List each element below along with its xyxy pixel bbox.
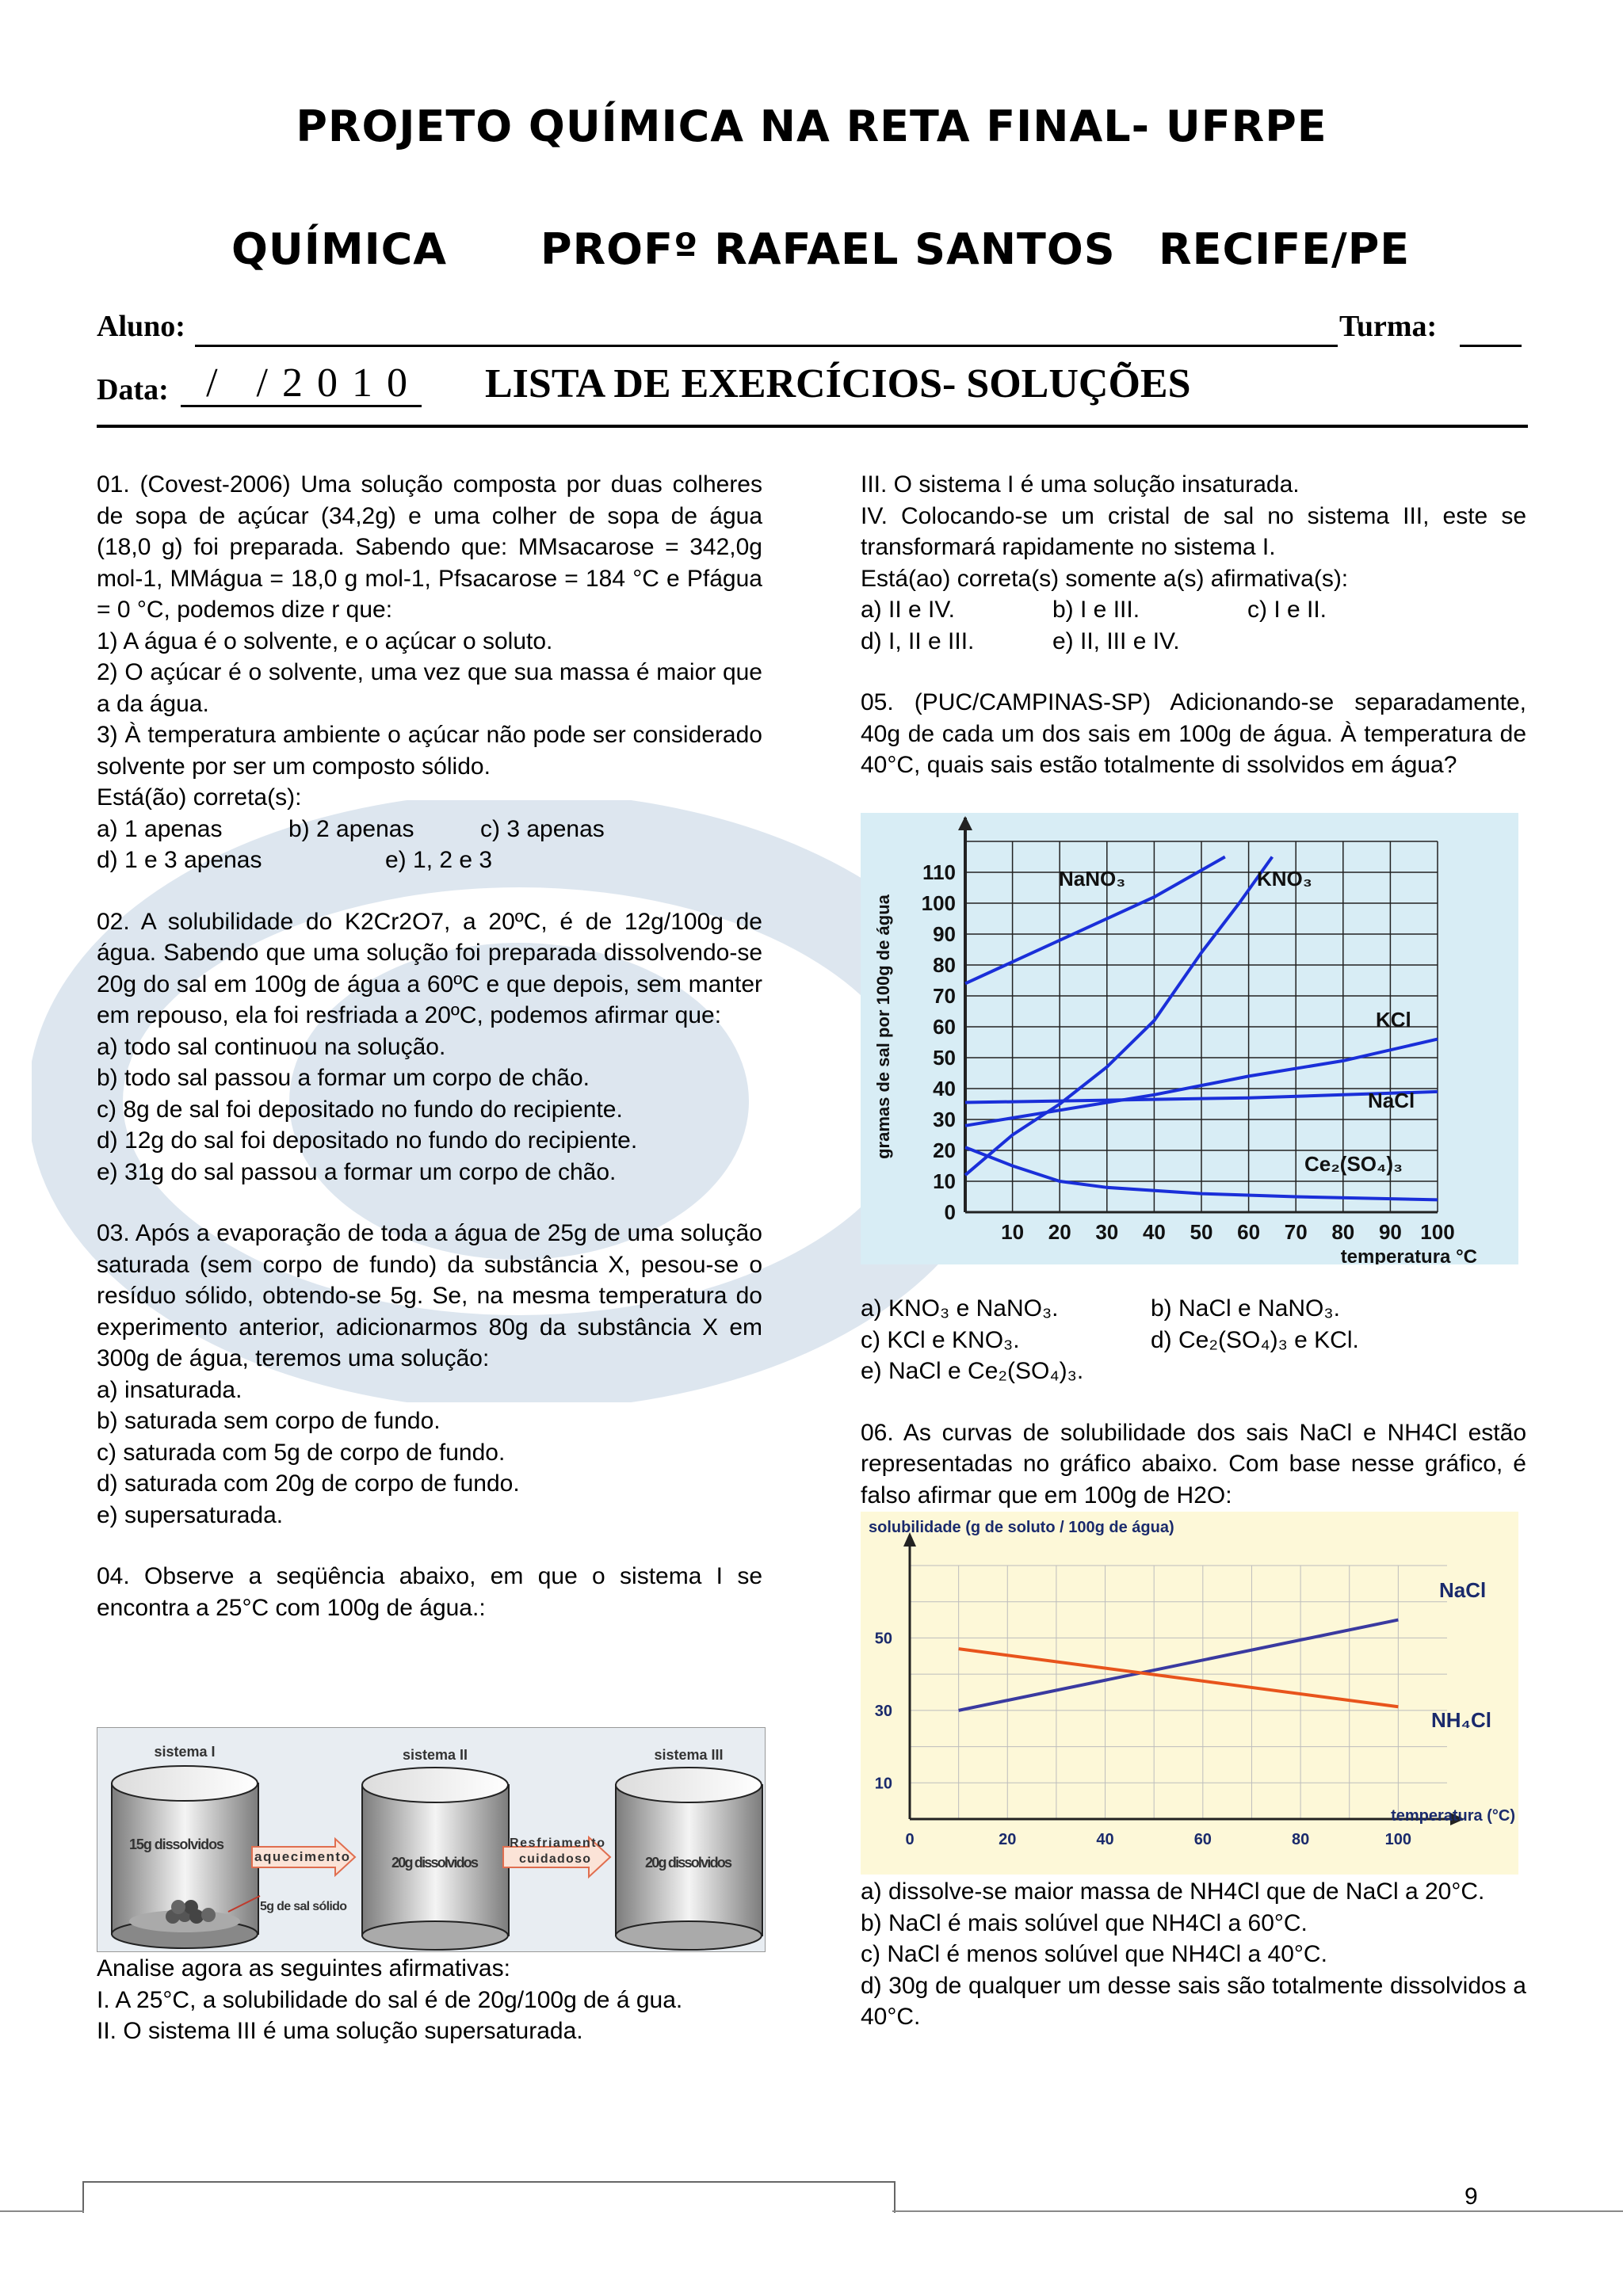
q02-option-a[interactable]: a) todo sal continuou na solução. (97, 1033, 446, 1060)
q03-option-a[interactable]: a) insaturada. (97, 1376, 242, 1403)
q01-option-e[interactable]: e) 1, 2 e 3 (385, 847, 493, 873)
x-tick-label: 40 (1096, 1831, 1114, 1848)
student-field[interactable] (97, 309, 1523, 349)
series-label: NH₄Cl (1431, 1708, 1491, 1732)
x-tick-label: 20 (1048, 1220, 1071, 1244)
q04-options-row2 (861, 626, 1526, 658)
subject-label: QUÍMICA (231, 224, 448, 274)
q01-prompt: Está(ão) correta(s): (97, 784, 302, 810)
x-tick-label: 70 (1284, 1220, 1308, 1244)
q04-continued (97, 1953, 762, 2047)
sys1-label: sistema I (154, 1744, 216, 1760)
question-03 (97, 1218, 762, 1531)
series-label: NaCl (1368, 1089, 1415, 1112)
right-column-top (861, 469, 1526, 781)
left-column (97, 469, 762, 1623)
q06-option-c[interactable]: c) NaCl é menos solúvel que NH4Cl a 40°C. (861, 1941, 1327, 1967)
q05-option-b[interactable]: b) NaCl e NaNO₃. (1151, 1295, 1340, 1322)
series-line (965, 857, 1272, 1176)
y-tick-label: 90 (933, 922, 956, 946)
q04-item-II: II. O sistema III é uma solução supersaturada. (97, 2018, 583, 2044)
q05-option-c[interactable]: c) KCl e KNO₃. (861, 1326, 1020, 1353)
q03-stem: 03. Após a evaporação de toda a água de 25g de uma solução saturada (sem corpo de fundo) da substância X, pesou-se o resíduo sólido, obtendo-se 5g. Se, na mesma temperatura do experimento anterior, adicionarmos 80g da substância X em 300g de água, teremos uma solução: (97, 1220, 762, 1371)
q01-option-b[interactable]: b) 2 apenas (288, 815, 414, 842)
q05-option-e[interactable]: e) NaCl e Ce₂(SO₄)₃. (861, 1358, 1084, 1384)
q04-prompt: Está(ao) correta(s) somente a(s) afirmativa(s): (861, 565, 1349, 592)
header-divider (97, 425, 1528, 428)
city-label: RECIFE/PE (1159, 224, 1411, 274)
x-tick-label: 40 (1142, 1220, 1166, 1244)
x-tick-label: 60 (1237, 1220, 1261, 1244)
q06-chart (861, 1512, 1518, 1875)
sys3-label: sistema III (654, 1747, 724, 1763)
q06-stem: 06. As curvas de solubilidade dos sais NaCl e NH4Cl estão representadas no gráfico abaixo. Com base nesse gráfico, é falso afirmar que em 100g de H2O: (861, 1419, 1526, 1508)
list-title: LISTA DE EXERCÍCIOS- SOLUÇÕES (485, 361, 1191, 406)
beakers-diagram (97, 1728, 765, 1951)
cooling-label-2: cuidadoso (519, 1852, 590, 1866)
footer-line-right (892, 2210, 1623, 2212)
q04-option-b[interactable]: b) I e III. (1052, 597, 1140, 623)
x-tick-label: 100 (1384, 1831, 1412, 1848)
question-01 (97, 469, 762, 876)
chart-title: solubilidade (g de soluto / 100g de água) (869, 1519, 1174, 1536)
y-tick-label: 40 (933, 1077, 956, 1100)
y-tick-label: 60 (933, 1015, 956, 1039)
q01-options-row2 (97, 845, 762, 876)
date-value[interactable]: / /2010 (181, 360, 423, 407)
student-line (195, 345, 1338, 347)
q05-options (861, 1293, 1526, 1511)
q01-item-1: 1) A água é o solvente, e o açúcar o soluto. (97, 627, 553, 654)
q01-item-2: 2) O açúcar é o solvente, uma vez que sua massa é maior que a da água. (97, 659, 762, 717)
series-label: KCl (1376, 1008, 1411, 1032)
y-tick-label: 30 (874, 1702, 892, 1720)
y-tick-label: 50 (874, 1630, 892, 1648)
y-tick-label: 20 (933, 1138, 956, 1162)
q01-stem: 01. (Covest-2006) Uma solução composta por duas colheres de sopa de açúcar (34,2g) e uma colher de sopa de água (18,0 g) foi preparada. Sabendo que: MMsacarose = 342,0g mol-1, MMágua = 18,0 g mol-1, Pfsacarose = 184 °C e Pfágua = 0 °C, podemos dize r que: (97, 471, 762, 623)
y-tick-label: 80 (933, 953, 956, 977)
x-tick-label: 80 (1291, 1831, 1310, 1848)
q04-item-I: I. A 25°C, a solubilidade do sal é de 20g/100g de á gua. (97, 1986, 683, 2013)
page-number: 9 (1465, 2183, 1478, 2210)
q02-option-b[interactable]: b) todo sal passou a formar um corpo de chão. (97, 1065, 590, 1091)
x-tick-label: 100 (1420, 1220, 1455, 1244)
heating-label: aquecimento (254, 1849, 349, 1864)
y-tick-label: 30 (933, 1108, 956, 1131)
y-tick-label: 50 (933, 1046, 956, 1070)
q01-option-a[interactable]: a) 1 apenas (97, 815, 223, 842)
x-axis-label: temperatura °C (1340, 1246, 1477, 1264)
q02-stem: 02. A solubilidade do K2Cr2O7, a 20ºC, é de 12g/100g de água. Sabendo que uma solução foi preparada dissolvendo-se 20g do sal em 100g de água a 60ºC e que depois, sem manter em repouso, ela foi resfriada a 20ºC, podemos afirmar que: (97, 908, 762, 1028)
q03-option-b[interactable]: b) saturada sem corpo de fundo. (97, 1408, 441, 1434)
q04-option-d[interactable]: d) I, II e III. (861, 627, 975, 654)
q03-option-e[interactable]: e) supersaturada. (97, 1501, 284, 1528)
q04-option-e[interactable]: e) II, III e IV. (1052, 627, 1180, 654)
q04-item-IV: IV. Colocando-se um cristal de sal no sistema III, este se transformará rapidamente no sistema I. (861, 502, 1526, 560)
q04-item-III: III. O sistema I é uma solução insaturada. (861, 471, 1300, 498)
q06-options (861, 1876, 1526, 2033)
x-tick-label: 0 (905, 1831, 915, 1848)
x-tick-label: 50 (1190, 1220, 1213, 1244)
series-label: Ce₂(SO₄)₃ (1304, 1152, 1403, 1176)
solid-label: 5g de sal sólido (260, 1900, 347, 1913)
series-label: NaNO₃ (1059, 867, 1126, 891)
q01-item-3: 3) À temperatura ambiente o açúcar não pode ser considerado solvente por ser um composto sólido. (97, 722, 762, 780)
y-axis-arrow (958, 816, 972, 830)
y-tick-label: 0 (944, 1200, 956, 1224)
q04-option-a[interactable]: a) II e IV. (861, 597, 955, 623)
q05-stem: 05. (PUC/CAMPINAS-SP) Adicionando-se separadamente, 40g de cada um dos sais em 100g de água. À temperatura de 40°C, quais sais estão totalmente di ssolvidos em água? (861, 689, 1526, 778)
q04-stem: 04. Observe a seqüência abaixo, em que o sistema I se encontra a 25°C com 100g de água.: (97, 1563, 762, 1621)
y-tick-label: 110 (922, 860, 956, 884)
y-tick-label: 10 (933, 1169, 956, 1193)
q04-figure (97, 1727, 766, 1952)
q02-option-c[interactable]: c) 8g de sal foi depositado no fundo do recipiente. (97, 1096, 623, 1123)
footer-line-left (0, 2210, 84, 2212)
date-label: Data: (97, 373, 169, 406)
dissolved2-label: 20g dissolvidos (391, 1855, 479, 1871)
q01-options-row1 (97, 814, 762, 845)
x-tick-label: 20 (999, 1831, 1017, 1848)
series-label: KNO₃ (1257, 867, 1312, 891)
q05-options-row2 (861, 1325, 1526, 1356)
x-tick-label: 60 (1193, 1831, 1212, 1848)
question-04 (97, 1561, 762, 1623)
q05-option-d[interactable]: d) Ce₂(SO₄)₃ e KCl. (1151, 1326, 1359, 1353)
q05-option-a[interactable]: a) KNO₃ e NaNO₃. (861, 1295, 1059, 1322)
x-tick-label: 80 (1331, 1220, 1355, 1244)
series-label: NaCl (1439, 1578, 1487, 1602)
cooling-label: Resfriamento (510, 1836, 605, 1850)
q05-options-row1 (861, 1293, 1526, 1325)
student-label: Aluno: (97, 310, 185, 343)
solubility-chart-2 (861, 1512, 1518, 1875)
q01-option-d[interactable]: d) 1 e 3 apenas (97, 847, 262, 873)
q03-option-d[interactable]: d) saturada com 20g de corpo de fundo. (97, 1470, 520, 1497)
beaker-1 (112, 1766, 258, 1948)
y-tick-label: 70 (933, 984, 956, 1008)
q02-option-d[interactable]: d) 12g do sal foi depositado no fundo do recipiente. (97, 1127, 638, 1154)
page-title: PROJETO QUÍMICA NA RETA FINAL- UFRPE (296, 101, 1327, 151)
class-label: Turma: (1339, 310, 1438, 343)
solubility-chart-1 (861, 813, 1518, 1264)
footer-tab (82, 2181, 896, 2213)
q04-analyse: Analise agora as seguintes afirmativas: (97, 1955, 510, 1981)
q04-option-c[interactable]: c) I e II. (1247, 597, 1327, 623)
y-tick-label: 100 (921, 891, 956, 915)
q05-chart (861, 813, 1518, 1264)
q03-option-c[interactable]: c) saturada com 5g de corpo de fundo. (97, 1439, 506, 1466)
q01-option-c[interactable]: c) 3 apenas (480, 815, 605, 842)
q04-options-row1 (861, 594, 1526, 626)
q06-option-b[interactable]: b) NaCl é mais solúvel que NH4Cl a 60°C. (861, 1909, 1308, 1936)
y-tick-label: 10 (874, 1775, 892, 1793)
teacher-label: PROFº RAFAEL SANTOS (540, 224, 1116, 274)
class-line (1460, 345, 1522, 347)
q02-option-e[interactable]: e) 31g do sal passou a formar um corpo de chão. (97, 1158, 617, 1185)
y-axis-label: gramas de sal por 100g de água (873, 894, 893, 1159)
q06-option-d[interactable]: d) 30g de qualquer um desse sais são totalmente dissolvidos a 40°C. (861, 1972, 1526, 2030)
sys2-label: sistema II (402, 1747, 468, 1763)
x-tick-label: 90 (1378, 1220, 1402, 1244)
question-02 (97, 906, 762, 1188)
dissolved3-label: 20g dissolvidos (645, 1855, 732, 1871)
x-tick-label: 30 (1095, 1220, 1119, 1244)
x-tick-label: 10 (1001, 1220, 1025, 1244)
x-axis-label: temperatura (°C) (1391, 1807, 1515, 1825)
dissolved1-label: 15g dissolvidos (129, 1836, 224, 1852)
q06-option-a[interactable]: a) dissolve-se maior massa de NH4Cl que de NaCl a 20°C. (861, 1878, 1485, 1905)
